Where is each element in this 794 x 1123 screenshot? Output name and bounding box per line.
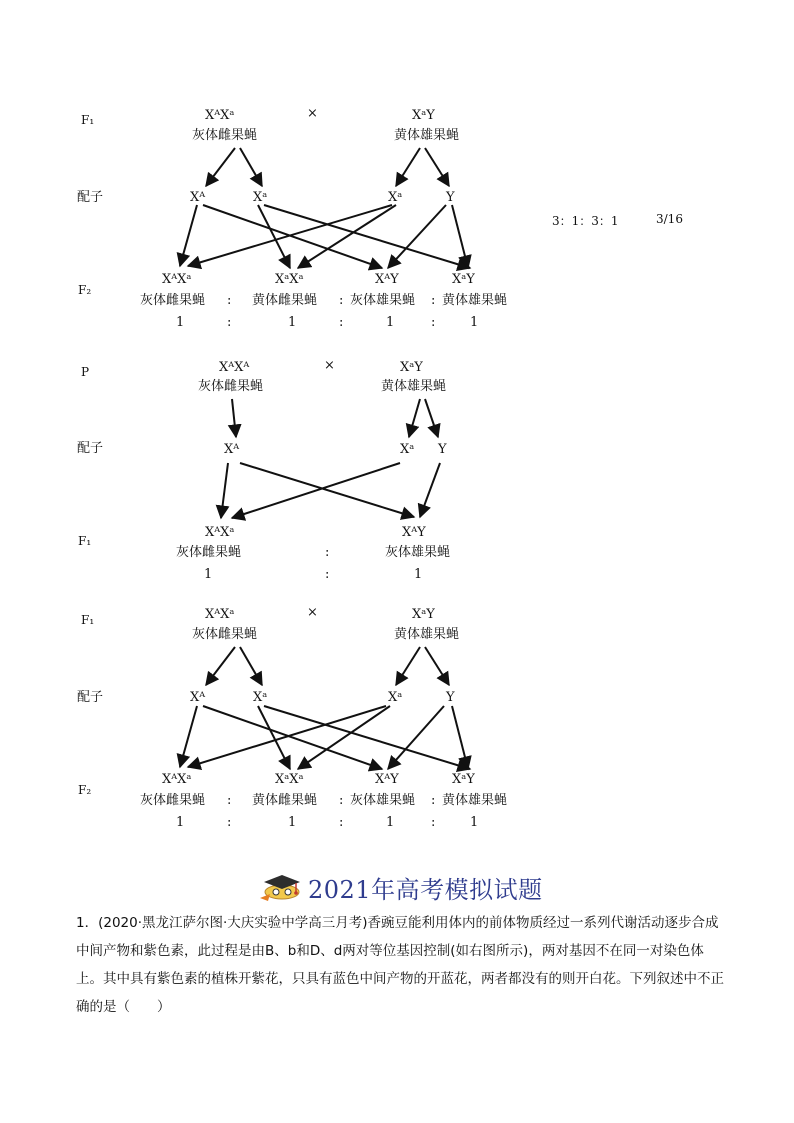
ratio-answer: 3：1：3：1 <box>552 214 619 228</box>
generation-label: F₁ <box>81 613 95 627</box>
arrow <box>388 706 444 769</box>
offspring-phenotype: 灰体雌果蝇 <box>140 293 206 308</box>
offspring-label: F₁ <box>78 534 92 548</box>
offspring-phenotype: 灰体雄果蝇 <box>385 545 451 560</box>
parent-male-genotype: XᵃY <box>412 108 435 123</box>
offspring-genotype: XᵃXᵃ <box>275 272 304 287</box>
parent-female-phenotype: 灰体雌果蝇 <box>192 128 258 143</box>
gamete: Xᴬ <box>190 690 206 705</box>
offspring-genotype: XᵃXᵃ <box>275 772 304 787</box>
offspring-phenotype: 灰体雄果蝇 <box>350 793 416 808</box>
offspring-phenotype: 灰体雌果蝇 <box>176 545 242 560</box>
arrow <box>180 205 197 266</box>
parent-male-phenotype: 黄体雄果蝇 <box>394 627 460 642</box>
parent-male-genotype: XᵃY <box>412 607 435 622</box>
offspring-genotype: XᴬXᵃ <box>162 772 192 787</box>
ratio-separator: : <box>325 545 330 560</box>
parent-male-phenotype: 黄体雄果蝇 <box>381 379 447 394</box>
gamete-label: 配子 <box>77 441 104 456</box>
section-heading <box>258 868 558 904</box>
ratio-value: 1 <box>288 815 297 830</box>
gamete: Xᵃ <box>388 690 403 705</box>
ratio-value: 1 <box>176 815 185 830</box>
offspring-label: F₂ <box>78 283 92 297</box>
offspring-phenotype: 黄体雄果蝇 <box>442 793 508 808</box>
generation-label: F₁ <box>81 113 95 127</box>
arrow <box>452 706 468 769</box>
generation-label: P <box>81 365 90 379</box>
ratio-separator: : <box>227 815 232 830</box>
ratio-separator: : <box>431 315 436 330</box>
offspring-phenotype: 黄体雌果蝇 <box>252 293 318 308</box>
cross-diagram-2 <box>0 355 794 590</box>
offspring-genotype: XᴬY <box>375 272 399 287</box>
parent-male-phenotype: 黄体雄果蝇 <box>394 128 460 143</box>
question-1-text: 1．(2020·黑龙江萨尔图·大庆实验中学高三月考)香豌豆能利用体内的前体物质经过一系列代谢活动逐步合成中间产物和紫色素，此过程是由B、b和D、d两对等位基因控制(如右图所示)，两对基因不在同一对染色体上。其中具有紫色素的植株开紫花，只具有蓝色中间产物的开蓝花，两者都没有的则开白花。下列叙述中不正确的是（ ） <box>76 915 724 1015</box>
section-title: 2021年高考模拟试题 <box>308 876 543 904</box>
offspring-label: F₂ <box>78 783 92 797</box>
cross-symbol: × <box>307 605 318 620</box>
gamete-label: 配子 <box>77 190 104 205</box>
gamete: Xᵃ <box>388 190 403 205</box>
arrow <box>206 647 235 685</box>
ratio-value: 1 <box>414 567 423 582</box>
parent-male-genotype: XᵃY <box>400 360 423 375</box>
arrow <box>425 647 449 685</box>
ratio-separator: : <box>339 315 344 330</box>
arrow <box>232 463 400 518</box>
arrow <box>240 463 414 517</box>
arrow <box>221 463 228 518</box>
arrow <box>298 205 396 268</box>
cross-symbol: × <box>307 106 318 121</box>
offspring-genotype: XᴬY <box>402 525 426 540</box>
arrow <box>409 399 420 437</box>
ratio-separator: : <box>325 567 330 582</box>
offspring-genotype: XᴬXᵃ <box>205 525 235 540</box>
gamete-label: 配子 <box>77 690 104 705</box>
parent-female-genotype: XᴬXᵃ <box>205 607 235 622</box>
arrow <box>425 399 438 437</box>
arrow <box>420 463 440 517</box>
gamete: Xᴬ <box>224 442 240 457</box>
arrow <box>396 647 420 685</box>
fraction-answer: 3/16 <box>656 212 683 226</box>
parent-female-phenotype: 灰体雌果蝇 <box>192 627 258 642</box>
offspring-phenotype: 黄体雌果蝇 <box>252 793 318 808</box>
parent-female-genotype: XᴬXᵃ <box>205 108 235 123</box>
offspring-phenotype: 灰体雄果蝇 <box>350 293 416 308</box>
ratio-value: 1 <box>386 315 395 330</box>
arrow <box>180 706 197 767</box>
ratio-separator: : <box>339 293 344 308</box>
arrow <box>240 148 262 186</box>
gamete: Y <box>446 690 455 705</box>
parent-female-genotype: XᴬXᴬ <box>219 360 250 375</box>
offspring-phenotype: 黄体雄果蝇 <box>442 293 508 308</box>
ratio-separator: : <box>339 815 344 830</box>
cross-diagram-3 <box>0 600 794 840</box>
arrow <box>232 399 236 437</box>
ratio-value: 1 <box>386 815 395 830</box>
offspring-genotype: XᴬXᵃ <box>162 272 192 287</box>
arrow <box>240 647 262 685</box>
ratio-separator: : <box>227 293 232 308</box>
offspring-genotype: XᵃY <box>452 272 475 287</box>
cross-symbol: × <box>324 358 335 373</box>
gamete: Y <box>446 190 455 205</box>
ratio-separator: : <box>339 793 344 808</box>
ratio-separator: : <box>431 815 436 830</box>
ratio-value: 1 <box>288 315 297 330</box>
gamete: Xᴬ <box>190 190 206 205</box>
offspring-phenotype: 灰体雌果蝇 <box>140 793 206 808</box>
offspring-genotype: XᵃY <box>452 772 475 787</box>
offspring-genotype: XᴬY <box>375 772 399 787</box>
arrow <box>298 706 390 769</box>
ratio-separator: : <box>227 793 232 808</box>
ratio-value: 1 <box>176 315 185 330</box>
gamete: Y <box>438 442 447 457</box>
parent-female-phenotype: 灰体雌果蝇 <box>198 379 264 394</box>
arrow <box>396 148 420 186</box>
ratio-separator: : <box>431 793 436 808</box>
gamete: Xᵃ <box>253 190 268 205</box>
ratio-separator: : <box>227 315 232 330</box>
gamete: Xᵃ <box>253 690 268 705</box>
gamete: Xᵃ <box>400 442 415 457</box>
ratio-value: 1 <box>470 815 479 830</box>
ratio-value: 1 <box>204 567 213 582</box>
arrow <box>425 148 449 186</box>
graduate-cap-icon <box>258 870 302 902</box>
arrow <box>188 706 386 767</box>
arrow <box>452 205 468 268</box>
arrow <box>206 148 235 186</box>
ratio-separator: : <box>431 293 436 308</box>
ratio-value: 1 <box>470 315 479 330</box>
